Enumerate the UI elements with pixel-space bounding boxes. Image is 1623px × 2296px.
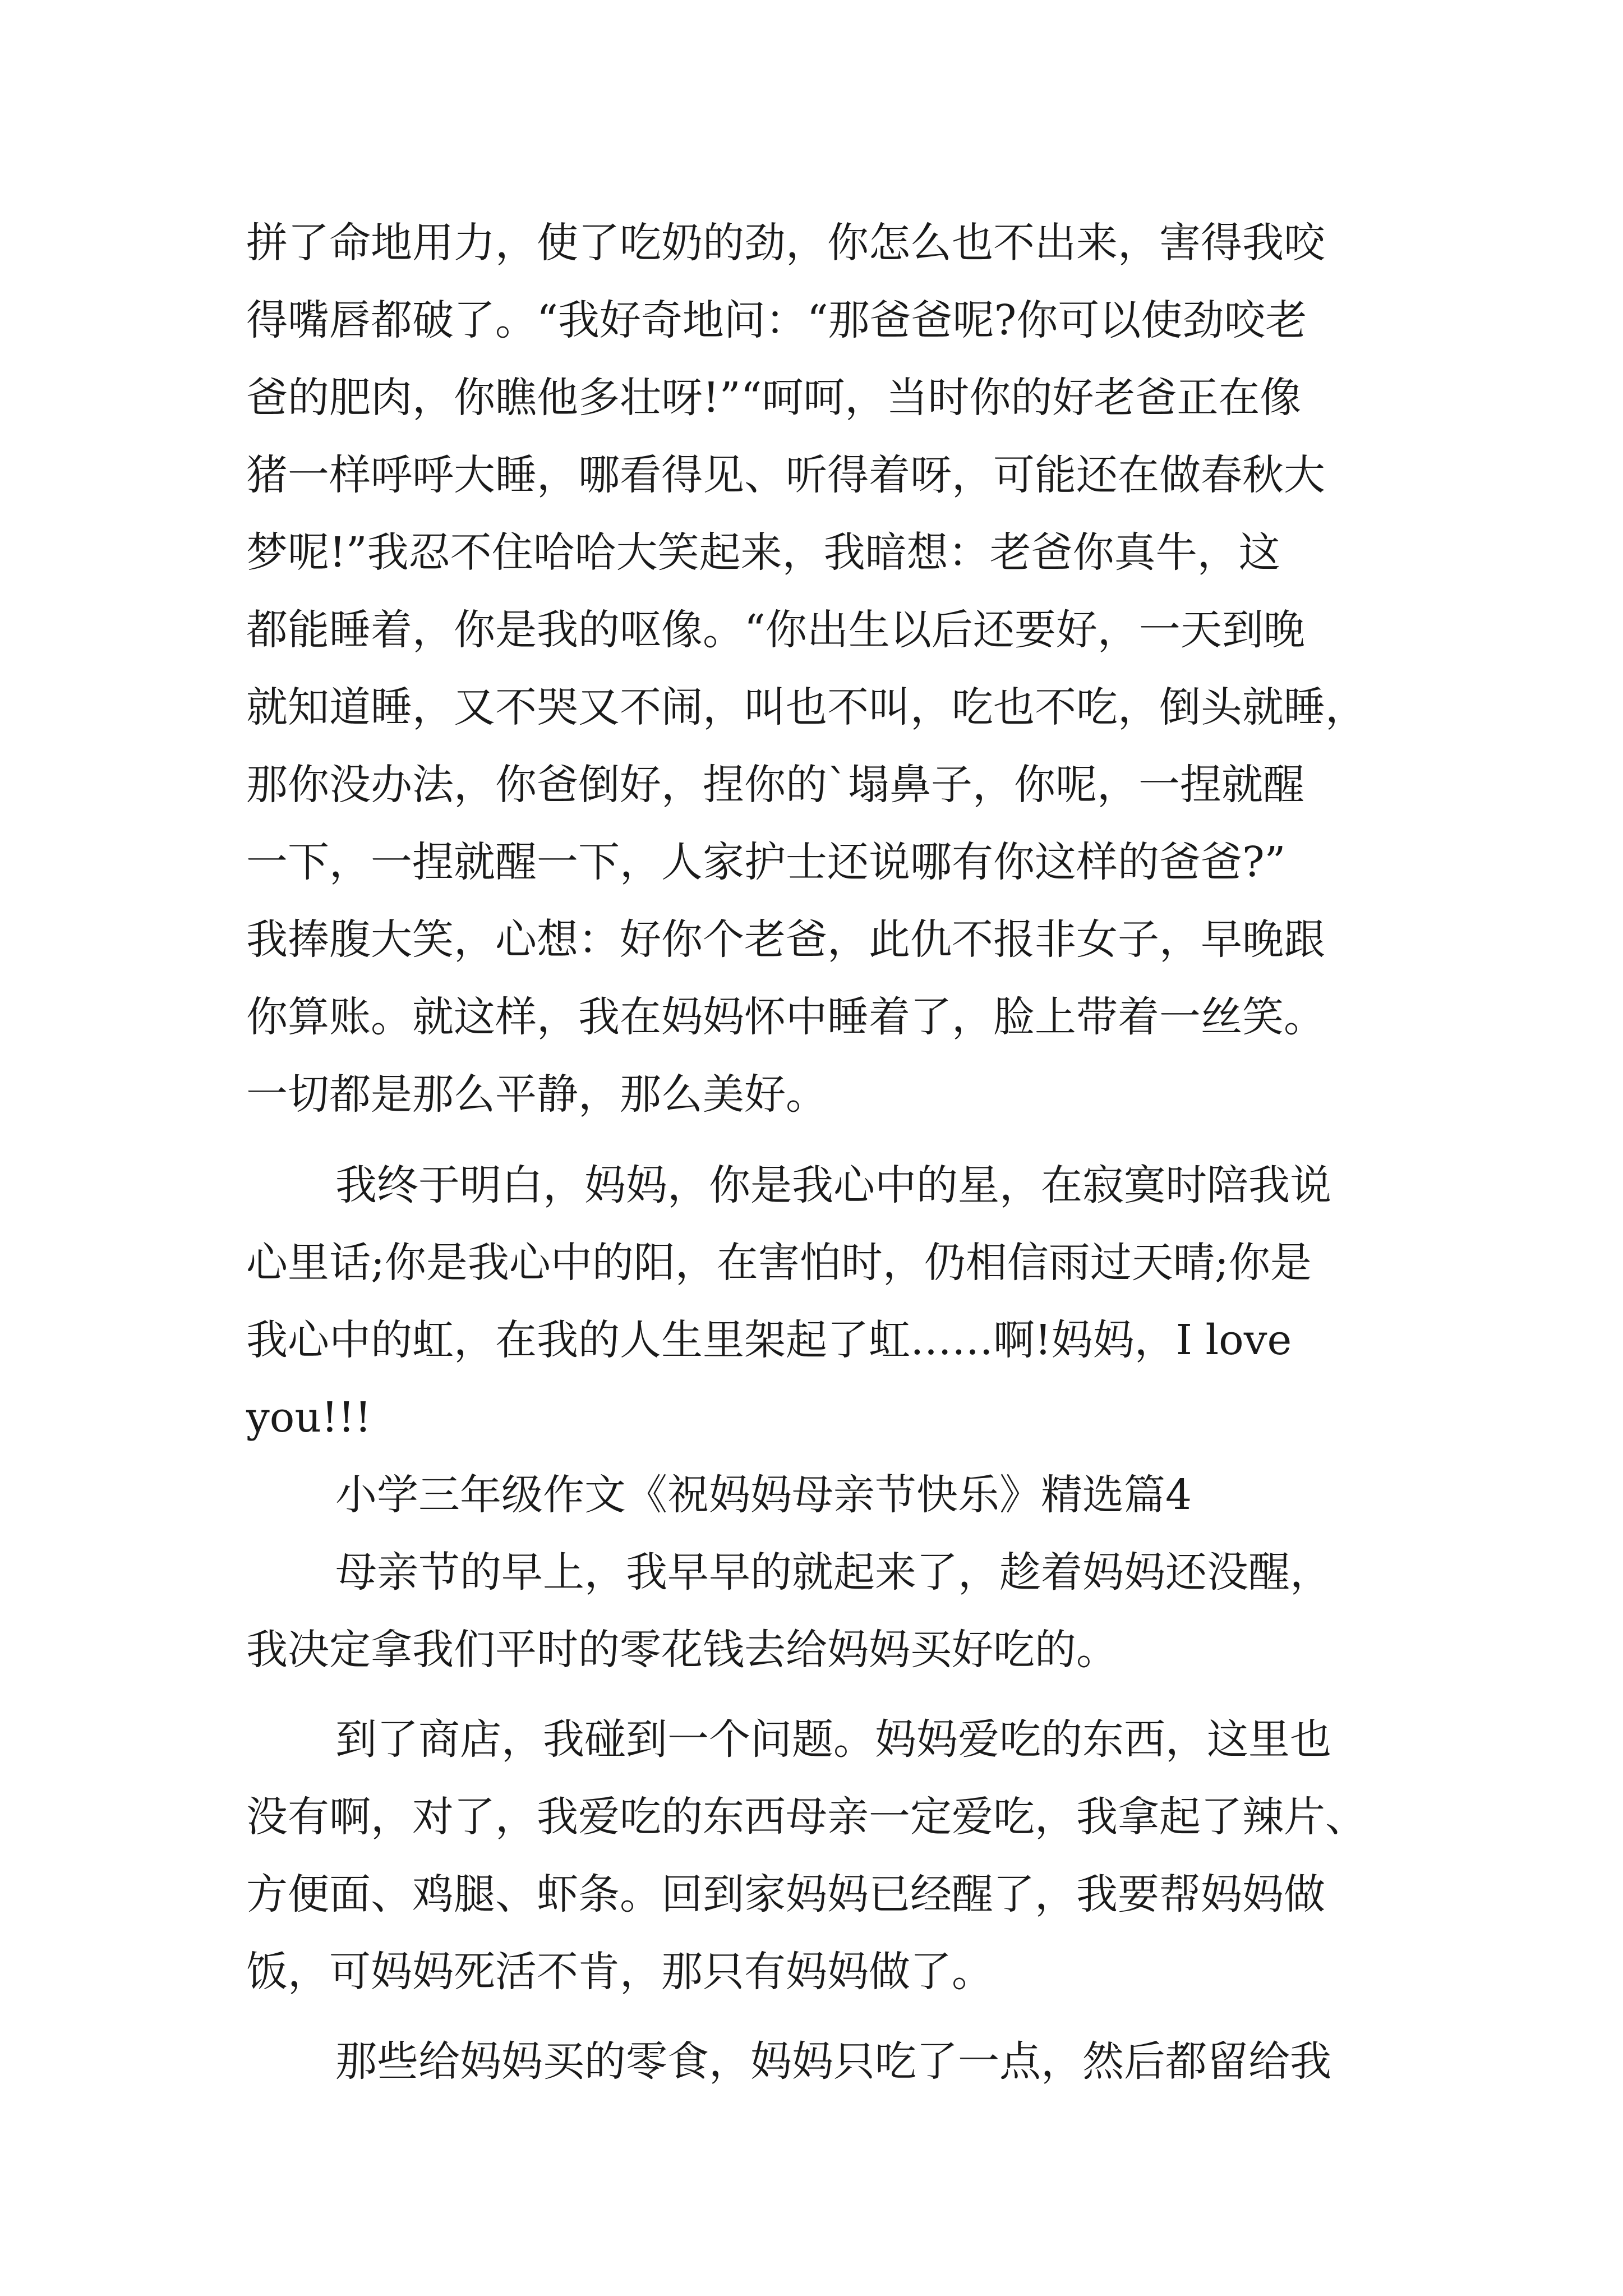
text-line: 没有啊，对了，我爱吃的东西母亲一定爱吃，我拿起了辣片、 <box>246 1793 1367 1841</box>
text-line: 爸的肥肉，你瞧他多壮呀!”“呵呵，当时你的好老爸正在像 <box>246 374 1302 422</box>
text-line: 就知道睡，又不哭又不闹，叫也不叫，吃也不吃，倒头就睡， <box>246 683 1367 731</box>
section-heading: 小学三年级作文《祝妈妈母亲节快乐》精选篇4 <box>335 1471 1192 1519</box>
text-line: 那你没办法，你爸倒好，捏你的`塌鼻子，你呢，一捏就醒 <box>246 761 1304 809</box>
text-line: 饭，可妈妈死活不肯，那只有妈妈做了。 <box>246 1948 993 1996</box>
text-line: 拼了命地用力，使了吃奶的劲，你怎么也不出来，害得我咬 <box>246 219 1325 267</box>
text-line: 梦呢!”我忍不住哈哈大笑起来，我暗想：老爸你真牛，这 <box>246 528 1280 577</box>
paragraph-first-line: 我终于明白，妈妈，你是我心中的星，在寂寞时陪我说 <box>335 1161 1331 1209</box>
text-line: 一下，一捏就醒一下，人家护士还说哪有你这样的爸爸?” <box>246 838 1286 886</box>
text-line: you!!! <box>246 1393 372 1442</box>
text-line: 得嘴唇都破了。“我好奇地问：“那爸爸呢?你可以使劲咬老 <box>246 296 1307 344</box>
text-line: 你算账。就这样，我在妈妈怀中睡着了，脸上带着一丝笑。 <box>246 993 1325 1041</box>
text-line: 我决定拿我们平时的零花钱去给妈妈买好吃的。 <box>246 1626 1118 1674</box>
text-line: 都能睡着，你是我的呕像。“你出生以后还要好，一天到晚 <box>246 606 1305 654</box>
text-line: 一切都是那么平静，那么美好。 <box>246 1070 827 1119</box>
text-line: 我捧腹大笑，心想：好你个老爸，此仇不报非女子，早晚跟 <box>246 915 1325 964</box>
text-line: 心里话;你是我心中的阳，在害怕时，仍相信雨过天晴;你是 <box>246 1239 1312 1287</box>
paragraph-first-line: 到了商店，我碰到一个问题。妈妈爱吃的东西，这里也 <box>335 1715 1331 1764</box>
text-line: 方便面、鸡腿、虾条。回到家妈妈已经醒了，我要帮妈妈做 <box>246 1870 1325 1918</box>
paragraph-first-line: 那些给妈妈买的零食，妈妈只吃了一点，然后都留给我 <box>335 2037 1331 2086</box>
text-line: 我心中的虹，在我的人生里架起了虹……啊!妈妈，I love <box>246 1316 1292 1364</box>
paragraph-first-line: 母亲节的早上，我早早的就起来了，趁着妈妈还没醒， <box>335 1548 1331 1596</box>
text-line: 猪一样呼呼大睡，哪看得见、听得着呀，可能还在做春秋大 <box>246 451 1325 499</box>
